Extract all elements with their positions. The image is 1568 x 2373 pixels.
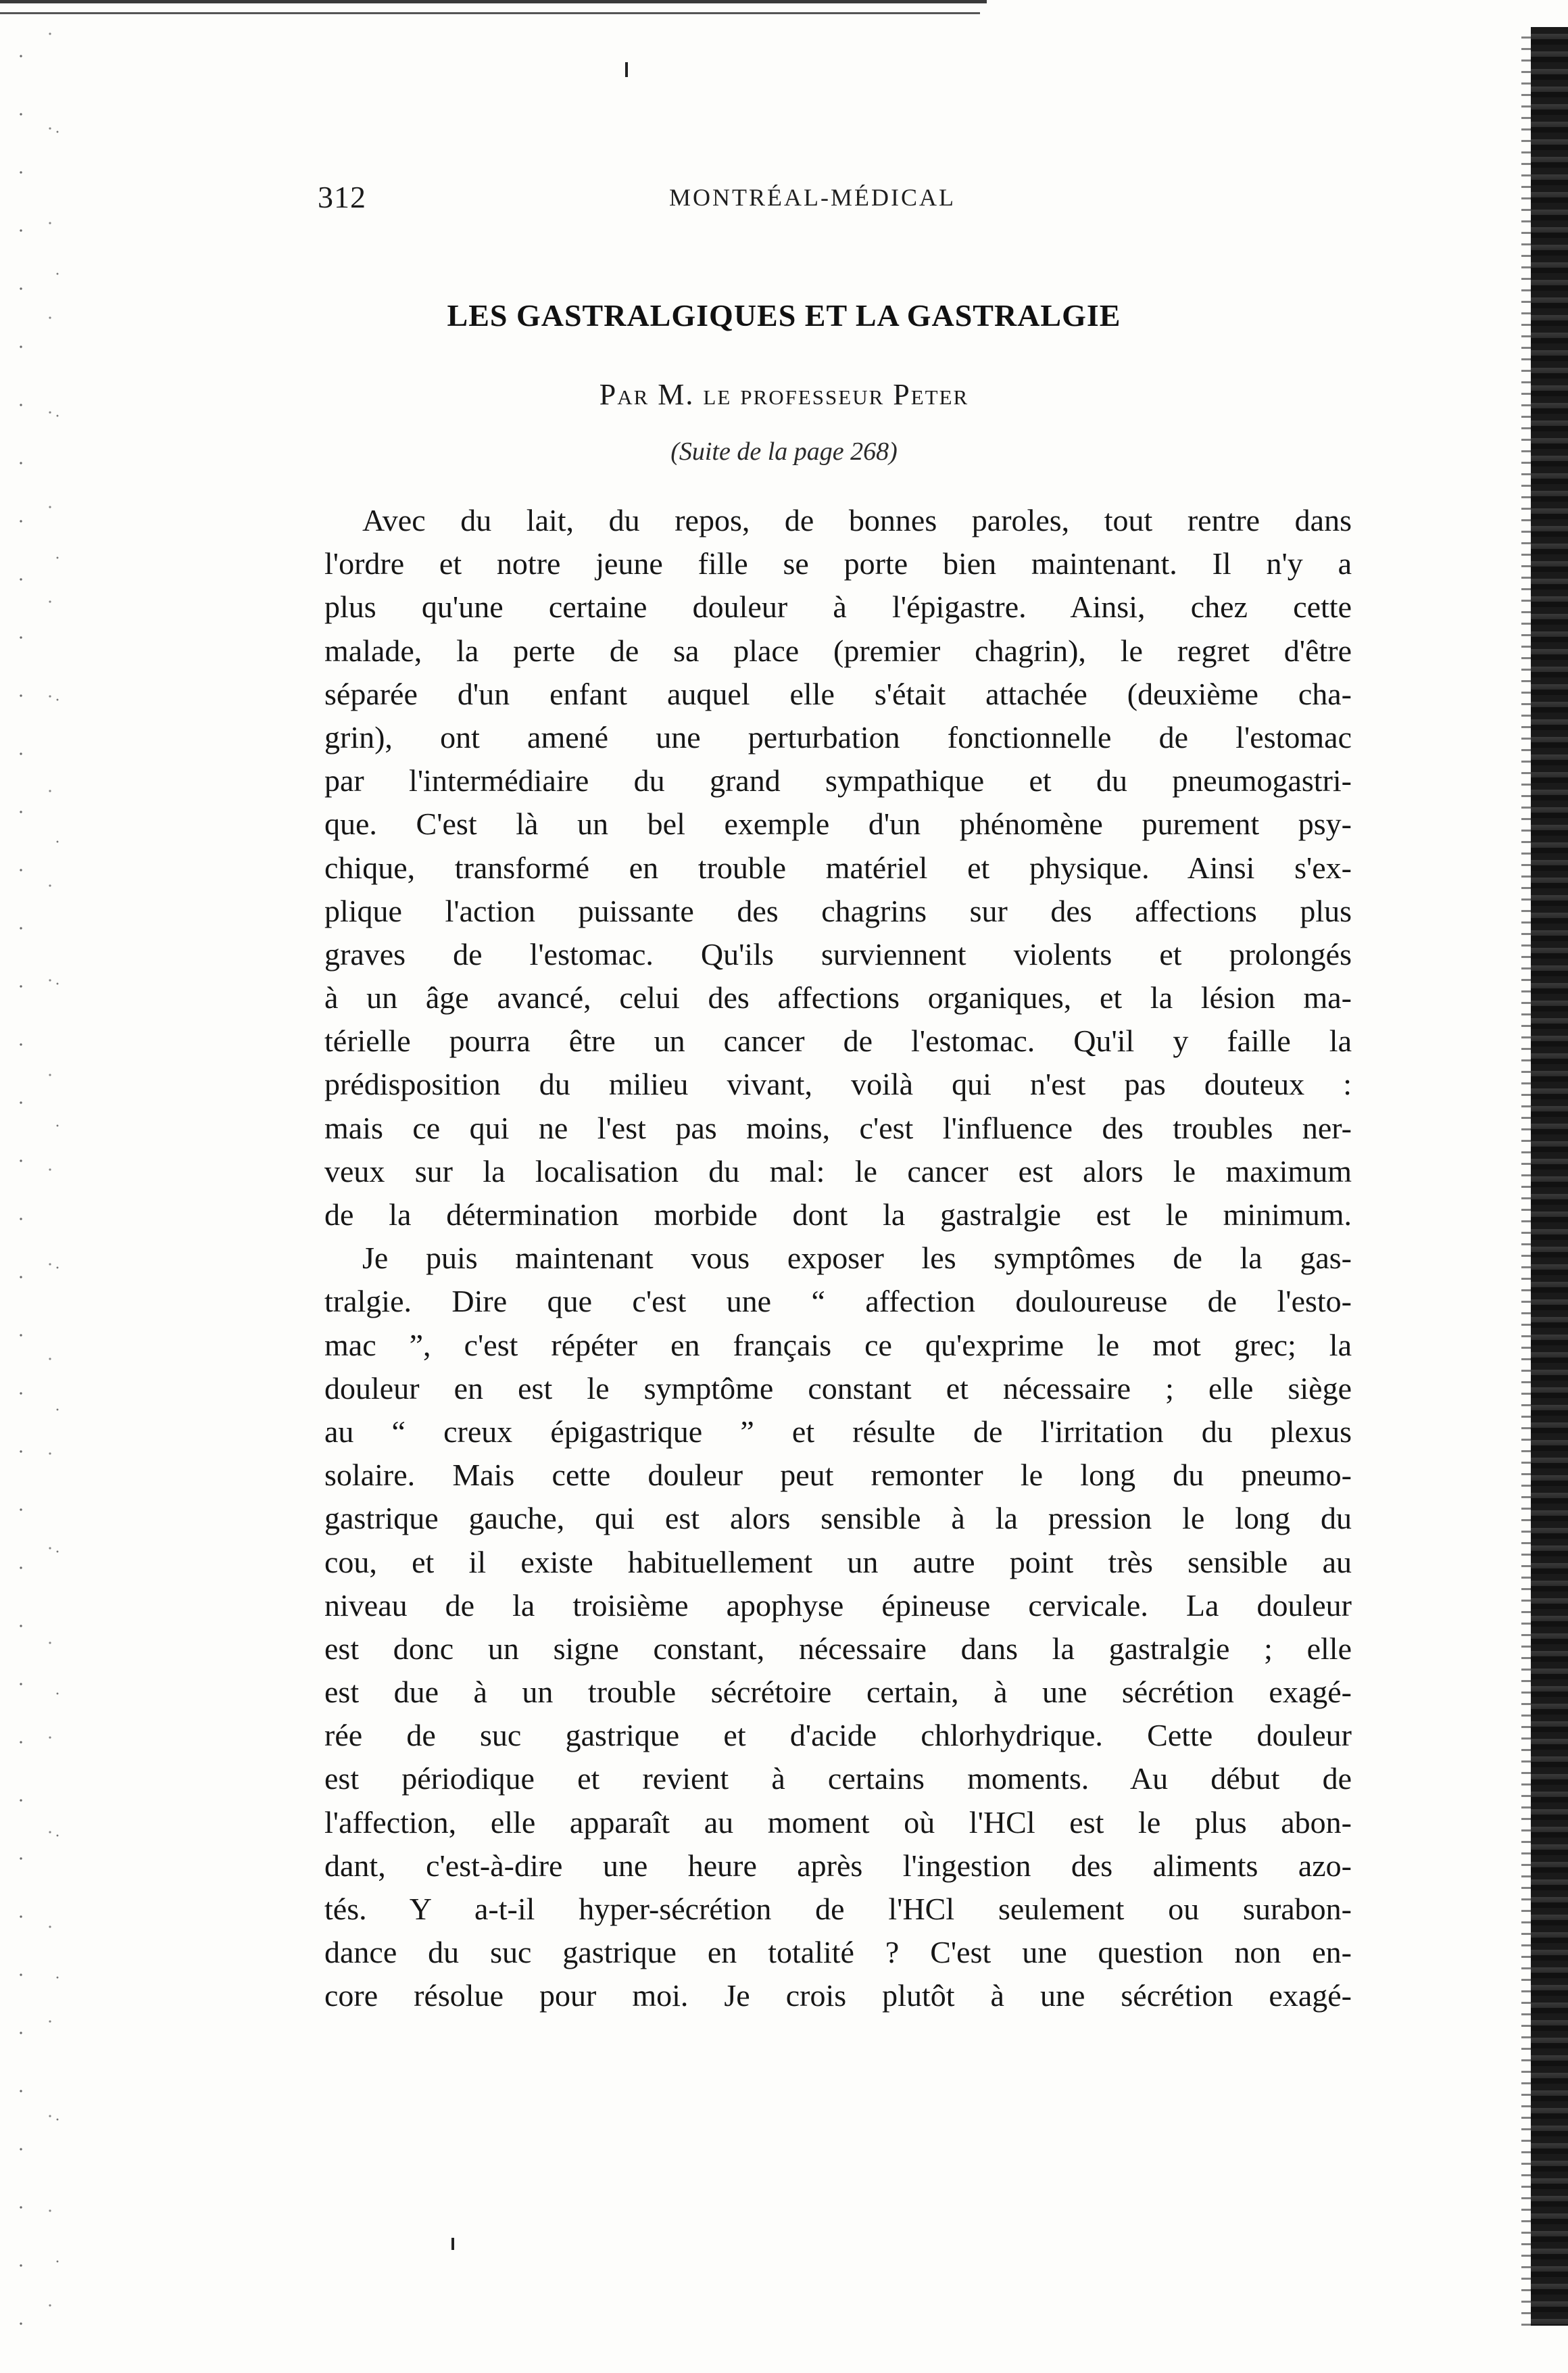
text-line: douleur en est le symptôme constant et nécessaire ; elle siège (324, 1370, 1352, 1406)
article-title: LES GASTRALGIQUES ET LA GASTRALGIE (447, 298, 1121, 333)
text-line: dance du suc gastrique en totalité ? C'est une question non en- (324, 1935, 1352, 1970)
text-line: est périodique et revient à certains moments. Au début de (324, 1761, 1352, 1796)
text-line: mac ”, c'est répéter en français ce qu'exprime le mot grec; la (324, 1327, 1352, 1362)
text-line: solaire. Mais cette douleur peut remonter le long du pneumo- (324, 1458, 1352, 1493)
scan-right-edge-fringe (1521, 27, 1531, 2326)
running-head (318, 179, 1338, 220)
text-line: de la détermination morbide dont la gastralgie est le minimum. (324, 1197, 1352, 1232)
text-line: l'ordre et notre jeune fille se porte bien maintenant. Il n'y a (324, 546, 1352, 581)
scan-right-binding-edge (1531, 27, 1568, 2326)
scan-speck (451, 2238, 454, 2250)
text-line: tés. Y a-t-il hyper-sécrétion de l'HCl seulement ou surabon- (324, 1892, 1352, 1926)
text-line: l'affection, elle apparaît au moment où l'HCl est le plus abon- (324, 1804, 1352, 1840)
text-line: au “ creux épigastrique ” et résulte de l'irritation du plexus (324, 1414, 1352, 1449)
text-line: rée de suc gastrique et d'acide chlorhydrique. Cette douleur (324, 1718, 1352, 1753)
text-line: gastrique gauche, qui est alors sensible à la pression le long du (324, 1501, 1352, 1536)
text-line: niveau de la troisième apophyse épineuse cervicale. La douleur (324, 1587, 1352, 1623)
scan-top-rule-secondary (0, 12, 980, 14)
paragraph (324, 499, 1352, 1237)
scan-top-rule (0, 0, 987, 3)
continuation-note: (Suite de la page 268) (670, 437, 898, 466)
text-line: graves de l'estomac. Qu'ils surviennent violents et prolongés (324, 936, 1352, 972)
text-line: plique l'action puissante des chagrins sur des affections plus (324, 893, 1352, 928)
paragraph (324, 1237, 1352, 2017)
text-line: plus qu'une certaine douleur à l'épigastre. Ainsi, chez cette (324, 590, 1352, 625)
text-line: mais ce qui ne l'est pas moins, c'est l'influence des troubles ner- (324, 1110, 1352, 1145)
page-number: 312 (318, 180, 366, 214)
text-line: que. C'est là un bel exemple d'un phénomène purement psy- (324, 807, 1352, 842)
text-line: chique, transformé en trouble matériel et physique. Ainsi s'ex- (324, 850, 1352, 885)
scan-left-margin-speckle (0, 0, 61, 2373)
article-body (324, 499, 1352, 2018)
scan-speck (625, 62, 628, 77)
text-line: grin), ont amené une perturbation fonctionnelle de l'estomac (324, 719, 1352, 754)
text-line: prédisposition du milieu vivant, voilà qui n'est pas douteux : (324, 1067, 1352, 1102)
text-line: séparée d'un enfant auquel elle s'était attachée (deuxième cha- (324, 676, 1352, 711)
article-byline: Par M. le professeur Peter (599, 378, 969, 411)
text-line: Je puis maintenant vous exposer les symptômes de la gas- (362, 1241, 1352, 1276)
text-line: cou, et il existe habituellement un autre point très sensible au (324, 1544, 1352, 1579)
text-line: par l'intermédiaire du grand sympathique et du pneumogastri- (324, 763, 1352, 798)
text-line: est due à un trouble sécrétoire certain, à une sécrétion exagé- (324, 1675, 1352, 1710)
text-line: malade, la perte de sa place (premier chagrin), le regret d'être (324, 633, 1352, 668)
text-line: est donc un signe constant, nécessaire dans la gastralgie ; elle (324, 1631, 1352, 1666)
text-line: veux sur la localisation du mal: le cancer est alors le maximum (324, 1153, 1352, 1189)
journal-title: MONTRÉAL-MÉDICAL (669, 184, 956, 211)
text-line: dant, c'est-à-dire une heure après l'ingestion des aliments azo- (324, 1848, 1352, 1883)
text-line: tralgie. Dire que c'est une “ affection douloureuse de l'esto- (324, 1284, 1352, 1319)
text-line: core résolue pour moi. Je crois plutôt à une sécrétion exagé- (324, 1978, 1352, 2013)
text-line: à un âge avancé, celui des affections organiques, et la lésion ma- (324, 980, 1352, 1015)
text-line: térielle pourra être un cancer de l'estomac. Qu'il y faille la (324, 1024, 1352, 1059)
text-line: Avec du lait, du repos, de bonnes paroles, tout rentre dans (362, 503, 1352, 537)
